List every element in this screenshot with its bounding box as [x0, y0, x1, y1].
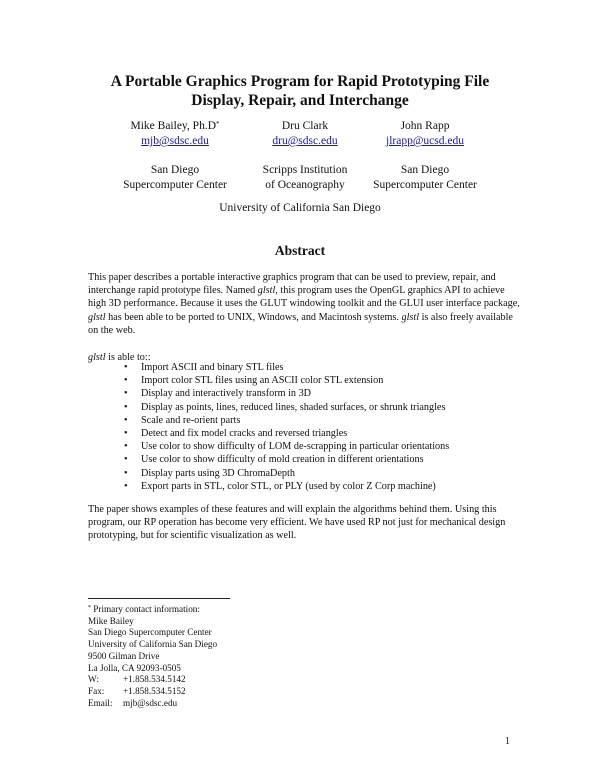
list-item: • Export parts in STL, color STL, or PLY (used by color Z Corp machine): [124, 480, 544, 493]
author-rapp: [345, 119, 505, 193]
contact-phone: [88, 674, 388, 686]
list-item: • Display parts using 3D ChromaDepth: [124, 467, 544, 480]
author-email-link[interactable]: dru@sdsc.edu: [272, 135, 338, 147]
author-email-link[interactable]: mjb@sdsc.edu: [141, 135, 209, 147]
contact-label: Email:: [88, 697, 113, 708]
author-affiliation-1: Scripps Institution: [262, 164, 348, 176]
contact-email: [88, 698, 388, 710]
footnote-line: University of California San Diego: [88, 639, 218, 650]
footnote-line: La Jolla, CA 92093-0505: [88, 662, 181, 673]
author-name: Dru Clark: [281, 120, 329, 132]
contact-fax: [88, 686, 388, 698]
list-item: • Display as points, lines, reduced lines, shaded surfaces, or shrunk triangles: [124, 401, 544, 414]
title-line-1: A Portable Graphics Program for Rapid Prototyping File: [110, 73, 490, 90]
author-affiliation-2: of Oceanography: [265, 179, 345, 191]
program-name: glstl: [88, 352, 106, 363]
list-item: • Use color to show difficulty of LOM de-scrapping in particular orientations: [124, 440, 544, 453]
author-affiliation-1: San Diego: [400, 164, 450, 176]
author-email-link[interactable]: jlrapp@ucsd.edu: [386, 135, 464, 147]
footnote-line: San Diego Supercomputer Center: [88, 627, 212, 638]
contact-value: +1.858.534.5152: [123, 685, 186, 696]
list-item: • Import color STL files using an ASCII color STL extension: [124, 374, 544, 387]
footnote-line: Mike Bailey: [88, 615, 134, 626]
abstract-heading: Abstract: [274, 243, 326, 258]
university-name: University of California San Diego: [219, 202, 381, 214]
contact-label: W:: [88, 674, 99, 685]
author-affiliation-2: Supercomputer Center: [373, 179, 477, 191]
feature-list: [124, 361, 544, 493]
footnote-line: 9500 Gilman Drive: [88, 650, 160, 661]
author-name: Mike Bailey, Ph.D: [130, 120, 216, 132]
author-affiliation-2: Supercomputer Center: [123, 179, 227, 191]
contact-value: mjb@sdsc.edu: [123, 697, 178, 708]
text-run: is able to::: [105, 352, 151, 363]
list-item: • Scale and re-orient parts: [124, 414, 544, 427]
list-item: • Display and interactively transform in 3D: [124, 387, 544, 400]
list-item: • Detect and fix model cracks and reversed triangles: [124, 427, 544, 440]
footnote-marker: *: [216, 120, 220, 128]
page-number: 1: [505, 736, 510, 747]
footnote-divider: [88, 598, 230, 599]
footnote-marker: *: [88, 605, 91, 611]
text-run: , this program uses the OpenGL graphics API to achieve high 3D performance. Because it uses the GLUT windowing toolkit and the GLUI user interface package,: [88, 285, 520, 310]
text-run: This paper describes a portable interactive graphics program that can be used to preview, repair, and interchange rapid prototype files. Named: [88, 272, 496, 297]
program-name: glstl: [257, 285, 276, 297]
abstract-paragraph-3: The paper shows examples of these features and will explain the algorithms behind them. Using this program, our RP operation has become very efficient. We have used RP not just for mechanical design prototyping, but for scientific visualization as well.: [88, 504, 506, 542]
abstract-paragraph-1: [88, 271, 524, 337]
list-item: • Use color to show difficulty of mold creation in different orientations: [124, 453, 544, 466]
contact-label: Fax:: [88, 685, 105, 696]
title-line-2: Display, Repair, and Interchange: [191, 92, 409, 109]
author-name: John Rapp: [400, 120, 450, 132]
paper-title: [60, 72, 540, 110]
footnote-heading: Primary contact information:: [91, 604, 200, 614]
program-name: glstl: [88, 311, 106, 323]
text-run: is also freely available on the web.: [88, 311, 513, 336]
footnote: [88, 604, 388, 709]
list-item: • Import ASCII and binary STL files: [124, 361, 544, 374]
contact-value: +1.858.534.5142: [123, 674, 186, 685]
text-run: has been able to be ported to UNIX, Windows, and Macintosh systems.: [105, 311, 402, 323]
author-affiliation-1: San Diego: [150, 164, 200, 176]
program-name: glstl: [401, 311, 420, 323]
